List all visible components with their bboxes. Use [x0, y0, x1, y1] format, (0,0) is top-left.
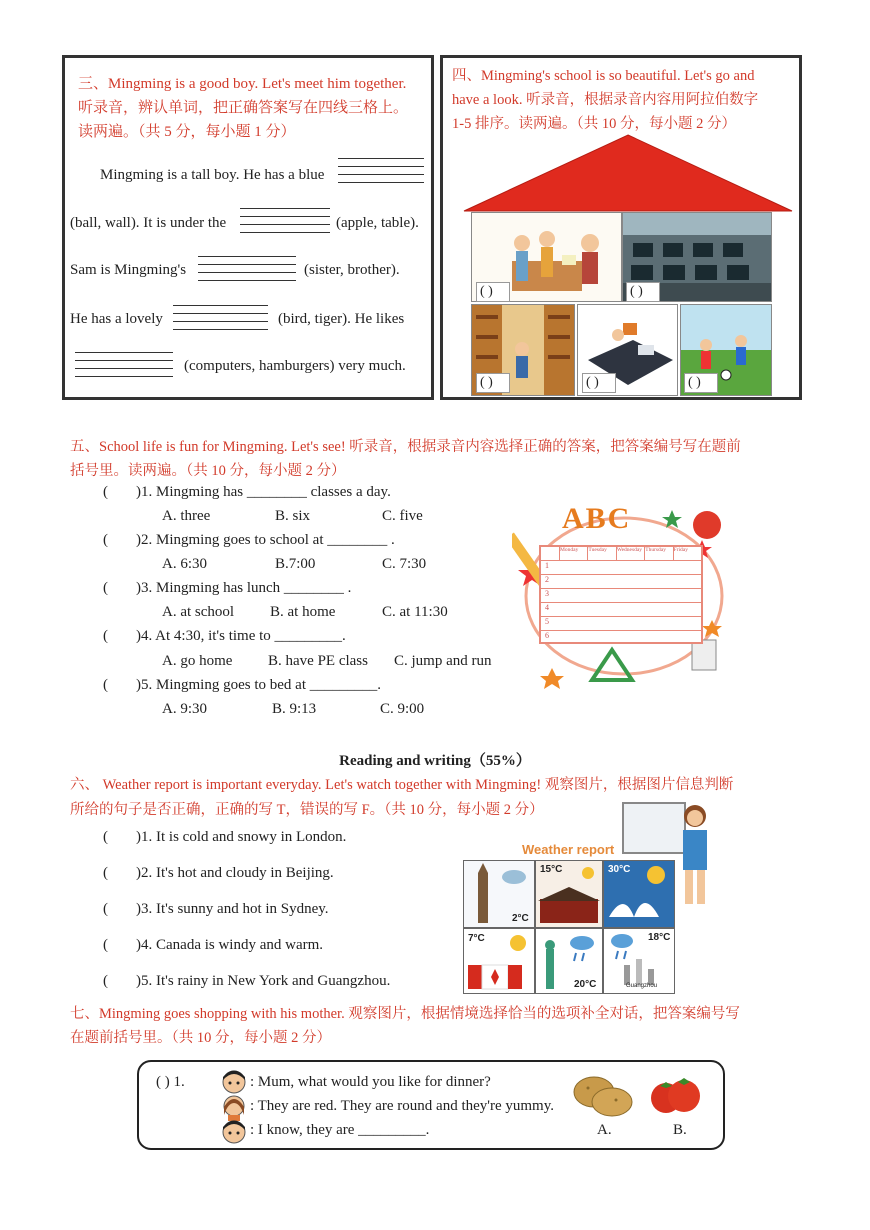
q5-4-option-a: A. go home [162, 653, 233, 669]
section3-line5: (computers, hamburgers) very much. [184, 358, 406, 374]
school-roof [462, 133, 794, 213]
weather-canada [463, 928, 535, 994]
q5-3-paren[interactable]: ( [103, 580, 108, 596]
q5-5-paren[interactable]: ( [103, 677, 108, 693]
timetable-row: 5 [541, 617, 701, 631]
answer-blank-3[interactable]: ( ) [476, 373, 510, 393]
option-a-label: A. [597, 1122, 612, 1138]
section3-line4b: (bird, tiger). He likes [278, 311, 405, 327]
four-line-blank-2[interactable] [240, 208, 330, 240]
answer-blank-1[interactable]: ( ) [476, 282, 510, 302]
q5-4-paren[interactable]: ( [103, 628, 108, 644]
timetable-illustration [512, 500, 732, 690]
q6-5-statement: )5. It's rainy in New York and Guangzhou. [136, 973, 391, 989]
q6-3-statement: )3. It's sunny and hot in Sydney. [136, 901, 329, 917]
four-line-blank-4[interactable] [173, 305, 268, 337]
section7-title2: 在题前括号里。（共 10 分，每小题 2 分） [70, 1030, 331, 1046]
section7-title1: 七、Mingming goes shopping with his mother. 观察图片，根据情境选择恰当的选项补全对话，把答案编号写 [70, 1006, 740, 1022]
temp-beijing: 15°C [540, 864, 563, 875]
four-line-blank-5[interactable] [75, 352, 173, 384]
q5-1-question: )1. Mingming has ________ classes a day. [136, 484, 391, 500]
section4-title3: 1-5 排序。读两遍。（共 10 分，每小题 2 分） [452, 116, 736, 132]
q5-3-question: )3. Mingming has lunch ________ . [136, 580, 352, 596]
q7-1-paren[interactable]: ( ) 1. [156, 1074, 185, 1090]
q5-3-option-a: A. at school [162, 604, 235, 620]
section4-title1: 四、Mingming's school is so beautiful. Let's go and [452, 68, 755, 84]
section3-line3b: (sister, brother). [304, 262, 400, 278]
q5-4-option-c: C. jump and run [394, 653, 492, 669]
q6-5-paren[interactable]: ( [103, 973, 108, 989]
weather-beijing [535, 860, 603, 928]
answer-blank-5[interactable]: ( ) [684, 373, 718, 393]
q5-4-option-b: B. have PE class [268, 653, 368, 669]
dialogue-line-3: : I know, they are _________. [250, 1122, 430, 1138]
timetable-row: 4 [541, 603, 701, 617]
section5-title2: 括号里。读两遍。（共 10 分，每小题 2 分） [70, 463, 346, 479]
q5-5-option-c: C. 9:00 [380, 701, 425, 717]
four-line-blank-1[interactable] [338, 158, 424, 190]
section3-title-cn: 听录音，辨认单词，把正确答案写在四线三格上。 [78, 100, 409, 116]
q5-1-option-c: C. five [382, 508, 423, 524]
weather-report-label: Weather report [522, 842, 615, 857]
dialogue-line-1: : Mum, what would you like for dinner? [250, 1074, 491, 1090]
temp-guangzhou: 18°C [648, 932, 671, 943]
answer-blank-4[interactable]: ( ) [582, 373, 616, 393]
section3-line3a: Sam is Mingming's [70, 262, 187, 278]
section3-title-cn2: 读两遍。（共 5 分，每小题 1 分） [78, 124, 296, 140]
timetable-row: 3 [541, 589, 701, 603]
q6-3-paren[interactable]: ( [103, 901, 108, 917]
q6-2-statement: )2. It's hot and cloudy in Beijing. [136, 865, 334, 881]
section3-title-en: 三、Mingming is a good boy. Let's meet him together. [78, 76, 407, 92]
option-b-label: B. [673, 1122, 687, 1138]
answer-blank-2[interactable]: ( ) [626, 282, 660, 302]
q6-1-statement: )1. It is cold and snowy in London. [136, 829, 347, 845]
section3-line1: Mingming is a tall boy. He has a blue [100, 167, 325, 183]
temp-london: 2°C [512, 913, 529, 924]
q5-1-paren[interactable]: ( [103, 484, 108, 500]
q6-2-paren[interactable]: ( [103, 865, 108, 881]
q6-1-paren[interactable]: ( [103, 829, 108, 845]
timetable-day: Monday [560, 547, 588, 560]
q5-2-option-a: A. 6:30 [162, 556, 207, 572]
four-line-blank-3[interactable] [198, 256, 296, 288]
q5-3-option-c: C. at 11:30 [382, 604, 448, 620]
weather-new-york [535, 928, 603, 994]
boy-avatar-icon [222, 1120, 246, 1144]
timetable-row: 1 [541, 561, 701, 575]
timetable-day: Wednesday [617, 547, 645, 560]
dialogue-line-2: : They are red. They are round and they're yummy. [250, 1098, 554, 1114]
q5-1-option-b: B. six [275, 508, 311, 524]
q5-5-question: )5. Mingming goes to bed at _________. [136, 677, 381, 693]
q5-1-option-a: A. three [162, 508, 211, 524]
temp-sydney: 30°C [608, 864, 631, 875]
section6-title1: 六、 Weather report is important everyday. Let's watch together with Mingming! 观察图片，根据图片信息判断 [70, 777, 734, 793]
section4-title2: have a look. 听录音，根据录音内容用阿拉伯数字 [452, 92, 759, 108]
potato-icon [572, 1072, 634, 1120]
section3-line2b: (apple, table). [336, 215, 419, 231]
timetable-grid [539, 545, 703, 644]
q5-5-option-a: A. 9:30 [162, 701, 207, 717]
q5-3-option-b: B. at home [270, 604, 336, 620]
weather-sydney [603, 860, 675, 928]
q5-2-paren[interactable]: ( [103, 532, 108, 548]
temp-canada: 7°C [468, 933, 485, 944]
q6-4-statement: )4. Canada is windy and warm. [136, 937, 324, 953]
timetable-row: 6 [545, 631, 549, 640]
q5-5-option-b: B. 9:13 [272, 701, 317, 717]
q5-2-option-b: B.7:00 [275, 556, 316, 572]
q5-2-question: )2. Mingming goes to school at ________ . [136, 532, 395, 548]
boy-avatar-icon [222, 1070, 246, 1094]
weather-presenter [675, 800, 715, 910]
reading-writing-heading: Reading and writing（55%） [339, 753, 531, 769]
weather-guangzhou [603, 928, 675, 994]
timetable-day: Thursday [645, 547, 673, 560]
tomato-icon [648, 1074, 704, 1118]
section3-line2a: (ball, wall). It is under the [70, 215, 227, 231]
section3-line4a: He has a lovely [70, 311, 163, 327]
guangzhou-label: Guangzhou [626, 983, 658, 989]
section5-title1: 五、School life is fun for Mingming. Let's see! 听录音，根据录音内容选择正确的答案，把答案编号写在题前 [70, 439, 741, 455]
q5-2-option-c: C. 7:30 [382, 556, 427, 572]
temp-new-york: 20°C [574, 979, 597, 990]
section6-title2: 所给的句子是否正确，正确的写 T，错误的写 F。（共 10 分，每小题 2 分） [70, 802, 544, 818]
weather-london [463, 860, 535, 928]
abc-letters: ABC [562, 502, 632, 535]
q6-4-paren[interactable]: ( [103, 937, 108, 953]
timetable-day: Tuesday [588, 547, 616, 560]
timetable-row: 2 [541, 575, 701, 589]
timetable-day: Friday [673, 547, 688, 553]
mother-avatar-icon [222, 1095, 246, 1121]
q5-4-question: )4. At 4:30, it's time to _________. [136, 628, 346, 644]
